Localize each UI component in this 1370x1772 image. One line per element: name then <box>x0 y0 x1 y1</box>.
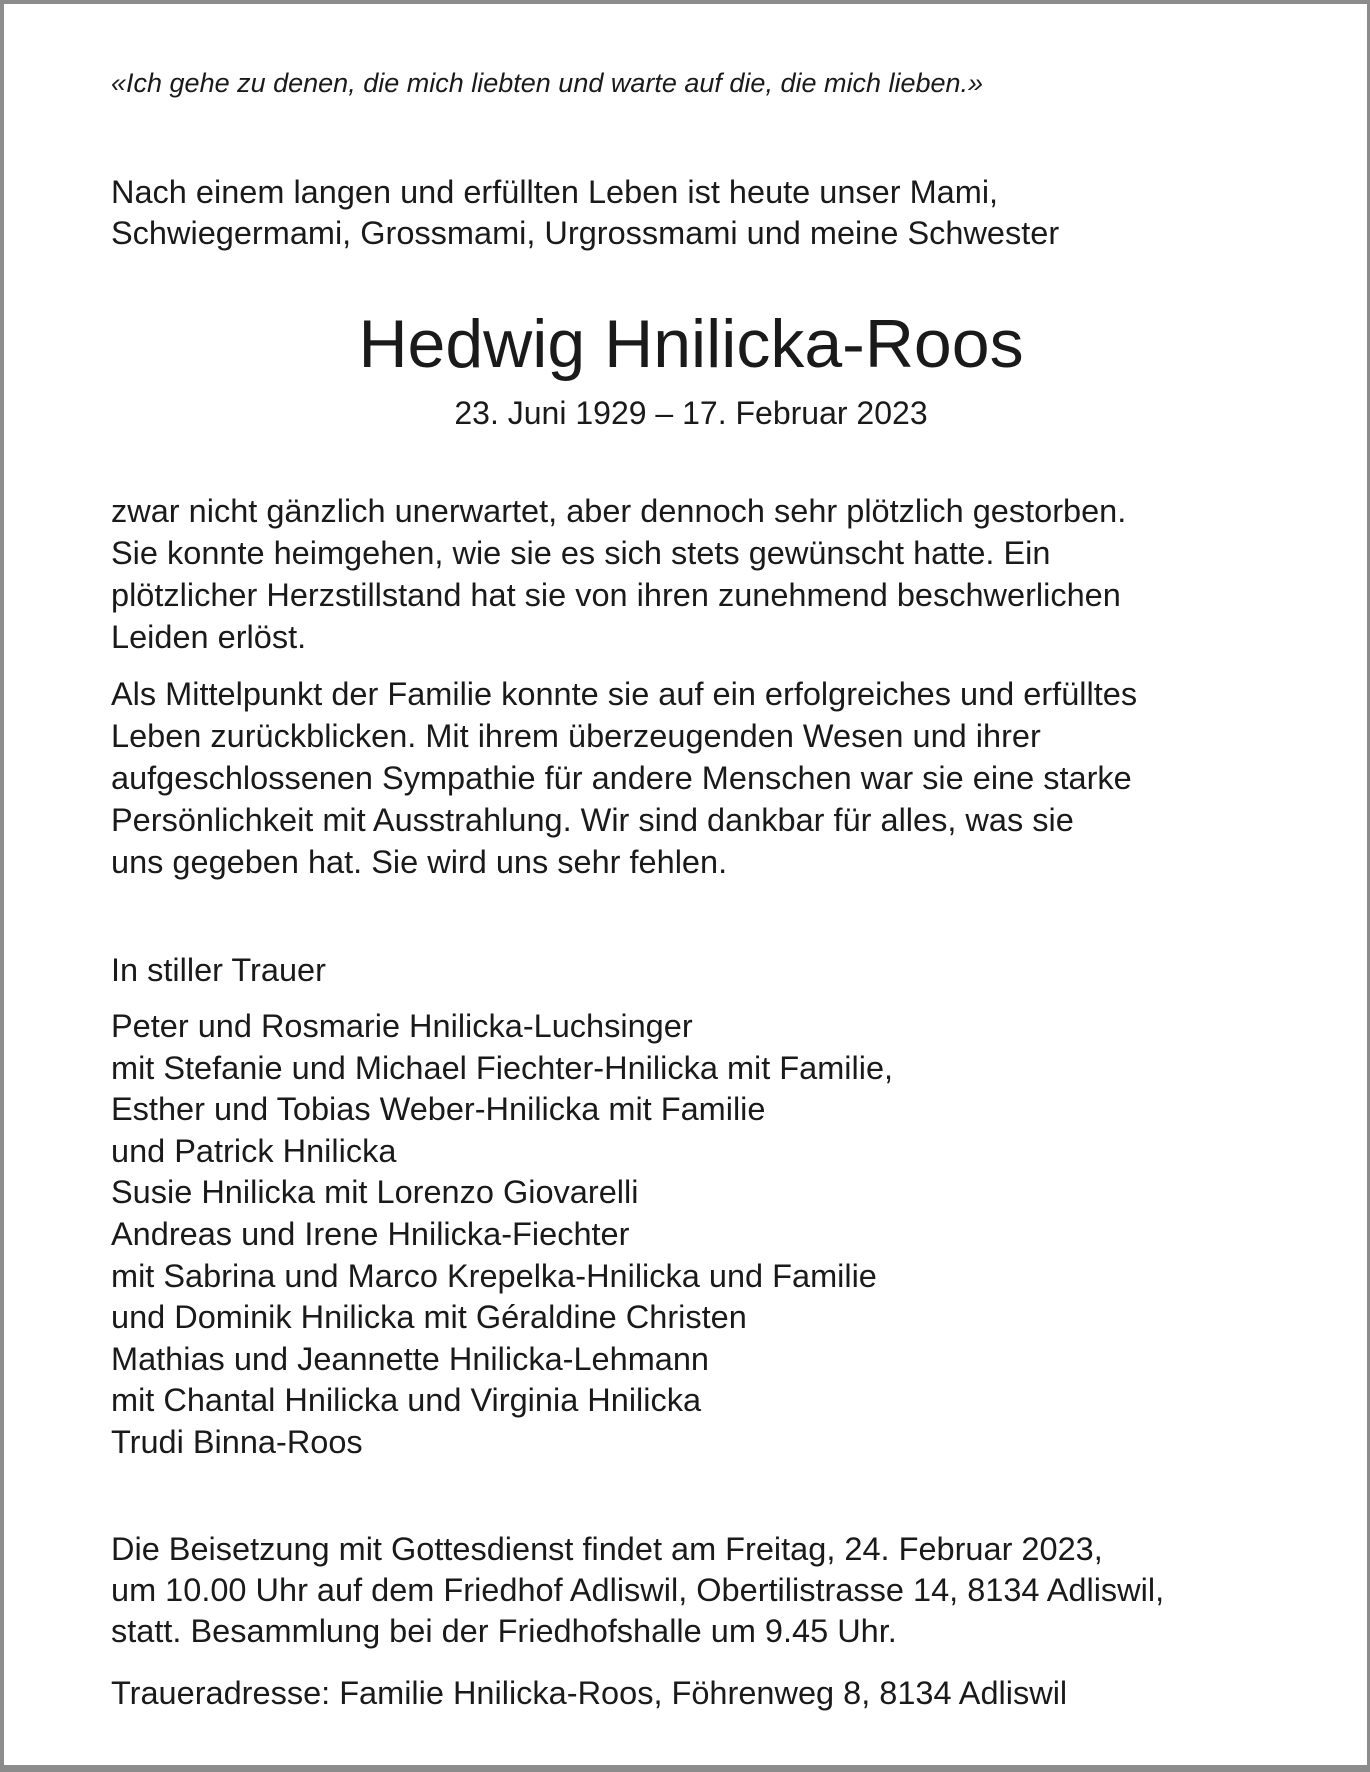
paragraph-line: Als Mittelpunkt der Familie konnte sie auf ein erfolgreiches und erfülltes <box>111 676 1138 712</box>
opening-quote: «Ich gehe zu denen, die mich liebten und warte auf die, die mich lieben.» <box>111 68 984 98</box>
mourner-entry: Peter und Rosmarie Hnilicka-Luchsinger <box>111 1008 693 1044</box>
funeral-line: Die Beisetzung mit Gottesdienst findet am Freitag, 24. Februar 2023, <box>111 1531 1103 1567</box>
mourner-entry: Susie Hnilicka mit Lorenzo Giovarelli <box>111 1174 639 1211</box>
funeral-line: statt. Besammlung bei der Friedhofshalle um 9.45 Uhr. <box>111 1613 897 1649</box>
mourners-list <box>111 1006 893 1464</box>
mourning-address: Traueradresse: Familie Hnilicka-Roos, Föhrenweg 8, 8134 Adliswil <box>111 1675 1068 1711</box>
mourner-entry: Mathias und Jeannette Hnilicka-Lehmann <box>111 1340 709 1377</box>
paragraph-line: zwar nicht gänzlich unerwartet, aber dennoch sehr plötzlich gestorben. <box>111 493 1127 529</box>
paragraph-death <box>111 490 1126 658</box>
paragraph-line: Persönlichkeit mit Ausstrahlung. Wir sind dankbar für alles, was sie <box>111 802 1074 838</box>
mourning-label: In stiller Trauer <box>111 952 326 988</box>
mourner-entry: mit Stefanie und Michael Fiechter-Hnilicka mit Familie, <box>111 1049 894 1086</box>
paragraph-line: aufgeschlossenen Sympathie für andere Menschen war sie eine starke <box>111 760 1132 796</box>
paragraph-line: uns gegeben hat. Sie wird uns sehr fehlen. <box>111 844 728 880</box>
intro-line: Schwiegermami, Grossmami, Urgrossmami und meine Schwester <box>111 215 1060 251</box>
paragraph-line: Leben zurückblicken. Mit ihrem überzeugenden Wesen und ihrer <box>111 718 1041 754</box>
life-dates: 23. Juni 1929 – 17. Februar 2023 <box>454 395 928 431</box>
paragraph-life <box>111 673 1137 883</box>
intro-text <box>111 172 1059 254</box>
mourner-entry: Andreas und Irene Hnilicka-Fiechter <box>111 1215 630 1252</box>
deceased-name: Hedwig Hnilicka-Roos <box>358 306 1024 382</box>
paragraph-line: Leiden erlöst. <box>111 619 307 655</box>
funeral-details <box>111 1529 1164 1652</box>
mourner-entry: mit Sabrina und Marco Krepelka-Hnilicka und Familie <box>111 1257 877 1294</box>
paragraph-line: Sie konnte heimgehen, wie sie es sich stets gewünscht hatte. Ein <box>111 535 1051 571</box>
funeral-line: um 10.00 Uhr auf dem Friedhof Adliswil, Obertilistrasse 14, 8134 Adliswil, <box>111 1572 1165 1608</box>
paragraph-line: plötzlicher Herzstillstand hat sie von ihren zunehmend beschwerlichen <box>111 577 1121 613</box>
mourner-entry: mit Chantal Hnilicka und Virginia Hnilicka <box>111 1382 702 1419</box>
mourner-entry: und Dominik Hnilicka mit Géraldine Christen <box>111 1299 747 1336</box>
mourner-entry: und Patrick Hnilicka <box>111 1132 397 1169</box>
mourner-entry: Trudi Binna-Roos <box>111 1423 363 1460</box>
mourner-entry: Esther und Tobias Weber-Hnilicka mit Familie <box>111 1091 766 1128</box>
intro-line: Nach einem langen und erfüllten Leben ist heute unser Mami, <box>111 174 999 210</box>
